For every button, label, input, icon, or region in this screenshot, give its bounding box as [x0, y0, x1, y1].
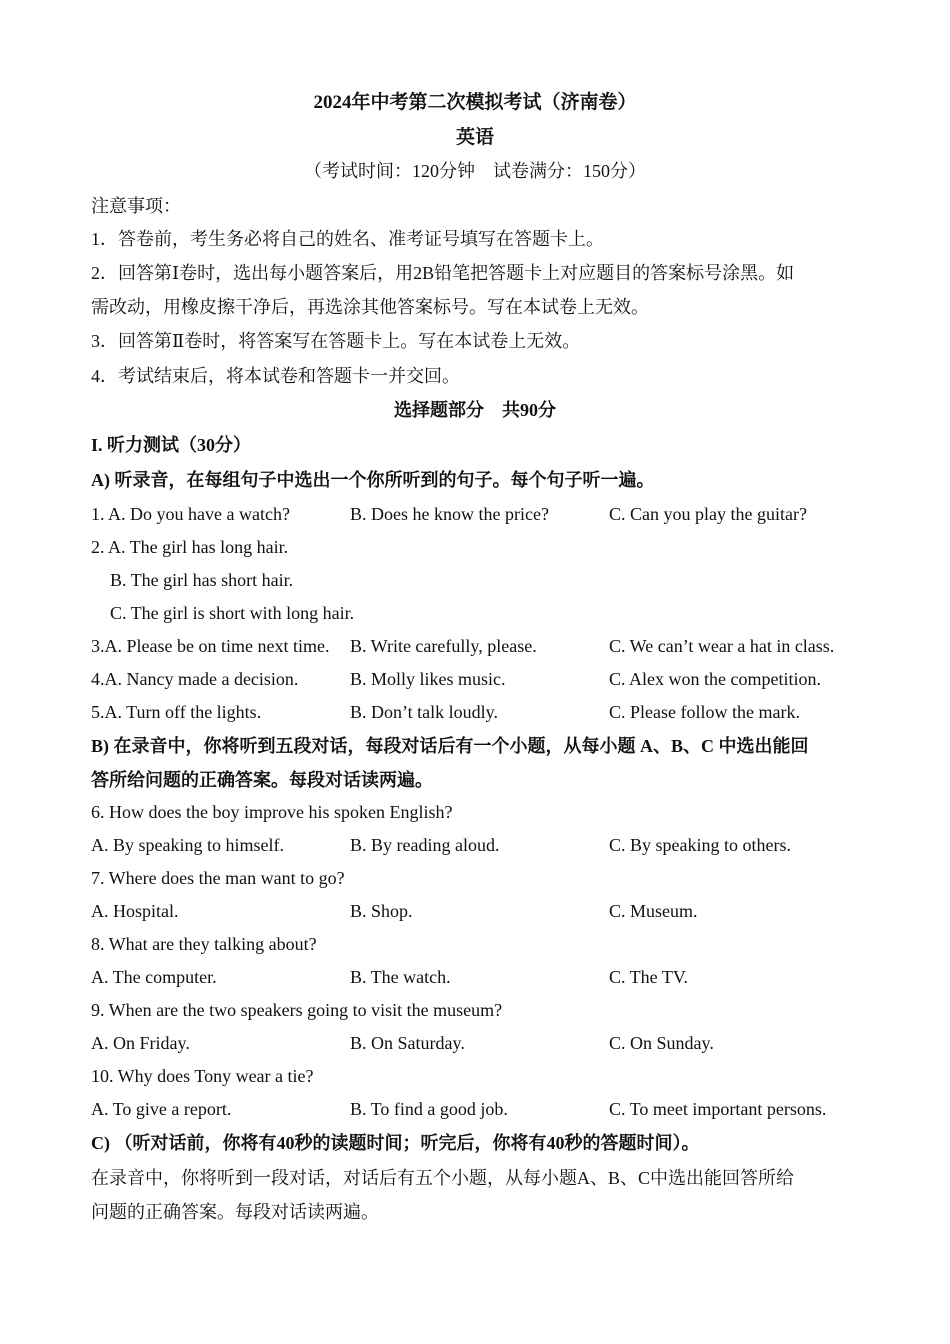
option-c: C. We can’t wear a hat in class. [609, 636, 835, 656]
option-c: C. Museum. [609, 901, 698, 921]
section-c-text-continued: 问题的正确答案。每段对话读两遍。 [91, 1202, 379, 1222]
option-c: C. Please follow the mark. [609, 702, 800, 722]
section-heading: 选择题部分 共90分 [394, 400, 556, 420]
section-b-instruction-continued: 答所给问题的正确答案。每段对话读两遍。 [91, 770, 433, 790]
option-b: B. Don’t talk loudly. [350, 702, 498, 722]
option-c: C. The TV. [609, 967, 689, 987]
question-6-options [91, 834, 871, 856]
section-b-instruction: B) 在录音中，你将听到五段对话，每段对话后有一个小题，从每小题 A、B、C 中选出能回 [91, 736, 809, 756]
question-10-options [91, 1098, 871, 1120]
option-a: 5.A. Turn off the lights. [91, 702, 262, 722]
question-8-stem: 8. What are they talking about? [91, 934, 317, 954]
question-9-options [91, 1032, 871, 1054]
question-7-options [91, 900, 871, 922]
option-a: A. By speaking to himself. [91, 835, 284, 855]
note-item: 1．答卷前，考生务必将自己的姓名、准考证号填写在答题卡上。 [91, 229, 604, 249]
option-a: 4.A. Nancy made a decision. [91, 669, 299, 689]
question-5 [91, 701, 871, 723]
option-a: A. To give a report. [91, 1099, 232, 1119]
option-b: B. Molly likes music. [350, 669, 506, 689]
option-a: 1. A. Do you have a watch? [91, 504, 290, 524]
exam-info: （考试时间：120分钟 试卷满分：150分） [304, 161, 646, 181]
question-2-option-c: C. The girl is short with long hair. [110, 603, 355, 623]
question-2-option-a: 2. A. The girl has long hair. [91, 537, 289, 557]
option-c: C. Can you play the guitar? [609, 504, 807, 524]
section-a-instruction: A) 听录音，在每组句子中选出一个你所听到的句子。每个句子听一遍。 [91, 470, 655, 490]
question-10-stem: 10. Why does Tony wear a tie? [91, 1066, 314, 1086]
option-a: 3.A. Please be on time next time. [91, 636, 330, 656]
section-c-text: 在录音中，你将听到一段对话，对话后有五个小题，从每小题A、B、C中选出能回答所给 [91, 1168, 795, 1188]
option-c: C. To meet important persons. [609, 1099, 827, 1119]
option-a: A. Hospital. [91, 901, 179, 921]
note-item-continued: 需改动，用橡皮擦干净后，再选涂其他答案标号。写在本试卷上无效。 [91, 297, 649, 317]
option-b: B. The watch. [350, 967, 451, 987]
subject-title: 英语 [455, 127, 494, 148]
option-c: C. On Sunday. [609, 1033, 714, 1053]
option-b: B. Does he know the price? [350, 504, 549, 524]
option-b: B. By reading aloud. [350, 835, 500, 855]
question-7-stem: 7. Where does the man want to go? [91, 868, 345, 888]
question-9-stem: 9. When are the two speakers going to visit the museum? [91, 1000, 503, 1020]
option-b: B. Shop. [350, 901, 413, 921]
note-item: 4．考试结束后，将本试卷和答题卡一并交回。 [91, 366, 460, 386]
question-6-stem: 6. How does the boy improve his spoken English? [91, 802, 453, 822]
exam-title: 2024年中考第二次模拟考试（济南卷） [313, 92, 637, 113]
notes-heading: 注意事项： [91, 196, 181, 216]
question-1 [91, 503, 871, 525]
section-c-instruction: C) （听对话前，你将有40秒的读题时间；听完后，你将有40秒的答题时间）。 [91, 1133, 700, 1153]
question-2-option-b: B. The girl has short hair. [110, 570, 294, 590]
option-b: B. Write carefully, please. [350, 636, 537, 656]
part-heading: I. 听力测试（30分） [91, 435, 252, 455]
note-item: 2．回答第Ⅰ卷时，选出每小题答案后，用2B铅笔把答题卡上对应题目的答案标号涂黑。如 [91, 263, 795, 283]
option-a: A. On Friday. [91, 1033, 190, 1053]
note-item: 3．回答第Ⅱ卷时，将答案写在答题卡上。写在本试卷上无效。 [91, 331, 581, 351]
question-8-options [91, 966, 871, 988]
option-c: C. Alex won the competition. [609, 669, 821, 689]
option-b: B. To find a good job. [350, 1099, 508, 1119]
option-b: B. On Saturday. [350, 1033, 465, 1053]
option-a: A. The computer. [91, 967, 217, 987]
question-3 [91, 635, 871, 657]
question-4 [91, 668, 871, 690]
option-c: C. By speaking to others. [609, 835, 791, 855]
